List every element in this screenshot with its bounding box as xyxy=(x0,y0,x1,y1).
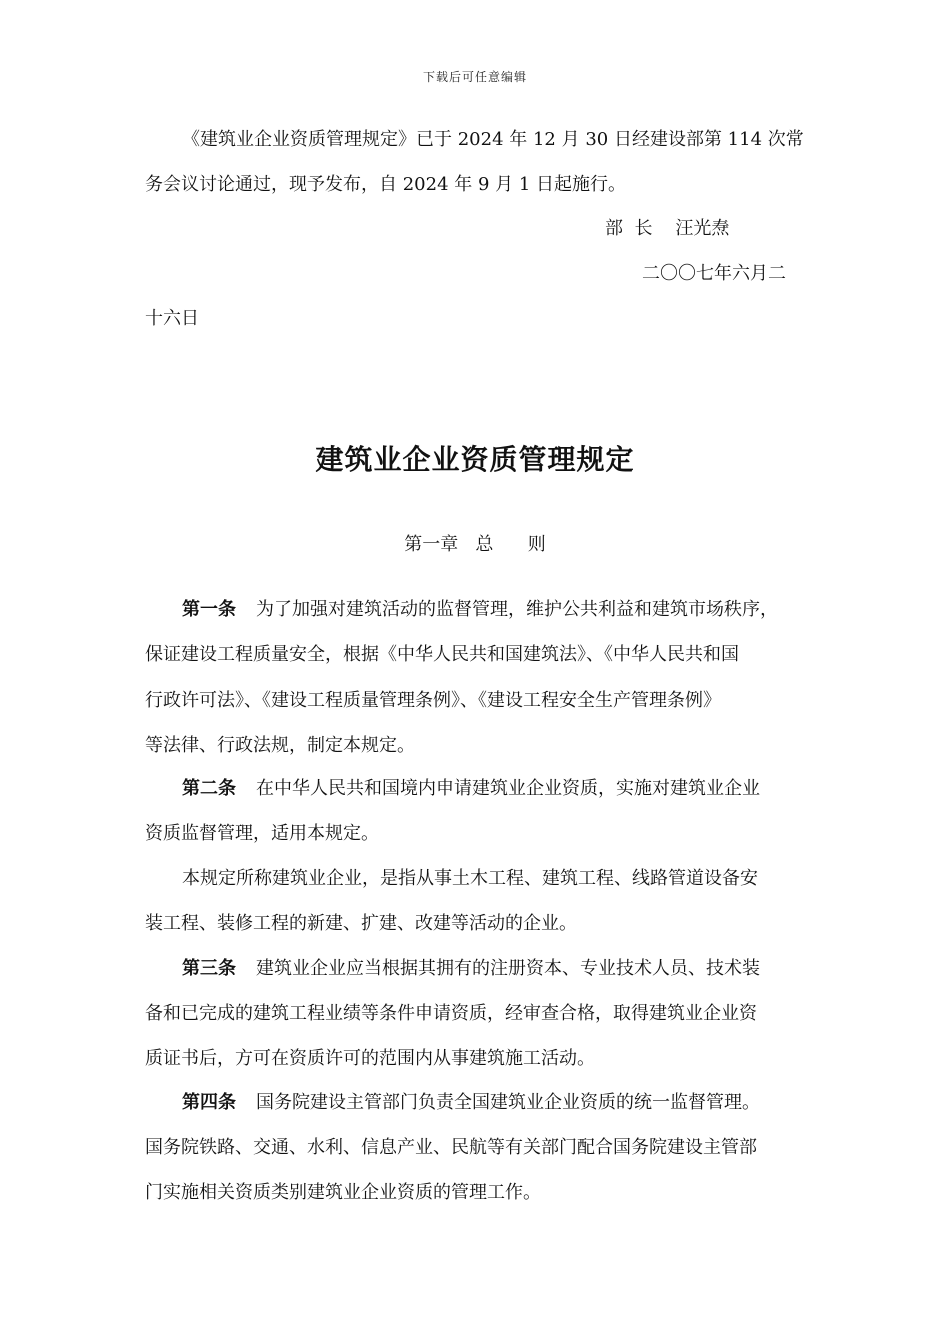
article-text: 建筑业企业应当根据其拥有的注册资本、专业技术人员、技术装 xyxy=(256,958,760,979)
date-line-2: 十六日 xyxy=(145,308,199,329)
article-2-extra-line: 装工程、装修工程的新建、扩建、改建等活动的企业。 xyxy=(145,913,577,934)
date-line-1: 二〇〇七年六月二 xyxy=(642,263,786,284)
article-1-line: 保证建设工程质量安全，根据《中华人民共和国建筑法》、《中华人民共和国 xyxy=(145,644,739,665)
article-label: 第四条 xyxy=(182,1092,236,1113)
article-label: 第一条 xyxy=(182,599,236,620)
article-label: 第三条 xyxy=(182,958,236,979)
article-2-first-line xyxy=(182,777,805,801)
article-4-first-line xyxy=(182,1091,805,1115)
preamble-line-2: 务会议讨论通过，现予发布，自 2024 年 9 月 1 日起施行。 xyxy=(145,174,627,195)
article-text: 为了加强对建筑活动的监督管理，维护公共利益和建筑市场秩序， xyxy=(256,599,778,620)
article-2-extra-line: 本规定所称建筑业企业，是指从事土木工程、建筑工程、线路管道设备安 xyxy=(182,868,758,889)
article-2-line: 资质监督管理，适用本规定。 xyxy=(145,823,379,844)
article-1-line: 等法律、行政法规，制定本规定。 xyxy=(145,735,415,756)
page-title: 建筑业企业资质管理规定 xyxy=(315,443,635,476)
article-label: 第二条 xyxy=(182,778,236,799)
chapter-heading: 第一章 总 则 xyxy=(404,534,546,555)
article-text: 在中华人民共和国境内申请建筑业企业资质，实施对建筑业企业 xyxy=(256,778,760,799)
article-1-first-line xyxy=(182,598,805,622)
article-4-line: 国务院铁路、交通、水利、信息产业、民航等有关部门配合国务院建设主管部 xyxy=(145,1137,757,1158)
article-3-line: 质证书后，方可在资质许可的范围内从事建筑施工活动。 xyxy=(145,1048,595,1069)
preamble-line-1: 《建筑业企业资质管理规定》已于 2024 年 12 月 30 日经建设部第 114 次常 xyxy=(182,129,804,150)
signature: 部 长 汪光焘 xyxy=(605,218,730,239)
article-3-first-line xyxy=(182,957,805,981)
article-1-line: 行政许可法》、《建设工程质量管理条例》、《建设工程安全生产管理条例》 xyxy=(145,690,721,711)
article-3-line: 备和已完成的建筑工程业绩等条件申请资质，经审查合格，取得建筑业企业资 xyxy=(145,1003,757,1024)
header-note: 下载后可任意编辑 xyxy=(422,70,527,84)
article-text: 国务院建设主管部门负责全国建筑业企业资质的统一监督管理。 xyxy=(256,1092,760,1113)
article-4-line: 门实施相关资质类别建筑业企业资质的管理工作。 xyxy=(145,1182,541,1203)
